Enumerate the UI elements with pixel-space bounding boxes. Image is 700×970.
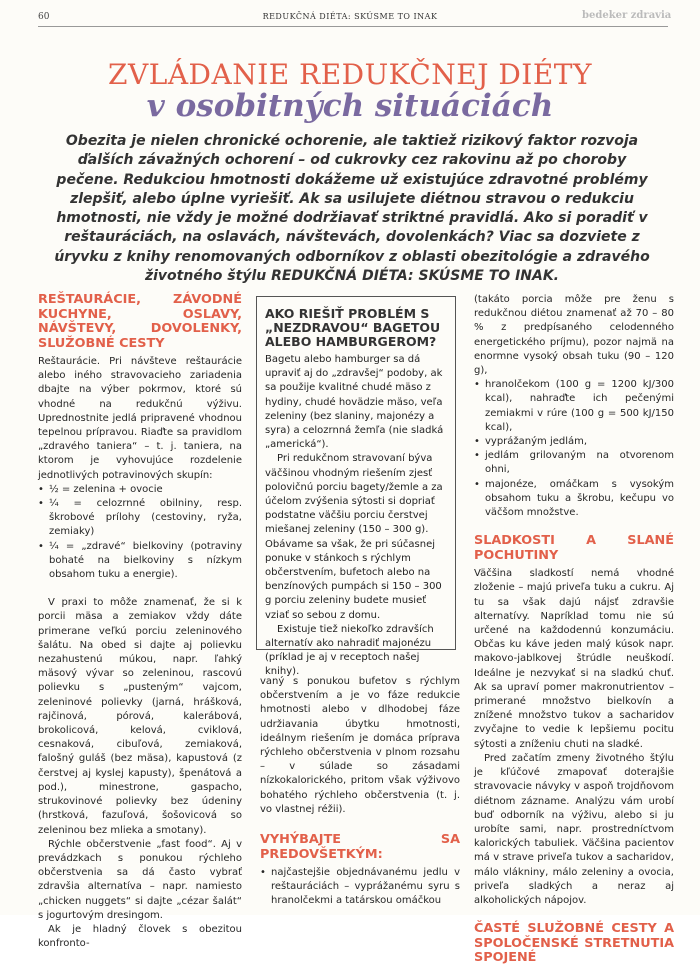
bullet-item: • ½ = zelenina + ovocie bbox=[38, 483, 242, 497]
header-rule bbox=[38, 26, 668, 27]
bullet-item: • ¼ = celozrnné obilniny, resp. škrobové prílohy (cestoviny, ryža, zemiaky) bbox=[38, 497, 242, 540]
intro-paragraph: Obezita je nielen chronické ochorenie, ale taktiež rizikový faktor rozvoja ďalších závažných ochorení – od cukrovky cez rakovinu až po choroby pečene. Redukciou hmotnosti dokážeme už existujúce zdravotné problémy zlepšiť, alebo úplne vyriešiť. Ak sa usilujete diétnou stravou o redukciu hmotnosti, nie vždy je možné dodržiavať striktné pravidlá. Ako si poradiť v reštauráciách, na oslavách, návštevách, dovolenkách? Viac sa dozviete z úryvku z knihy renomovaných odborníkov z oblasti obezitológie a zdravého životného štýlu REDUKČNÁ DIÉTA: SKÚSME TO INAK. bbox=[54, 133, 650, 285]
paragraph: Reštaurácie. Pri návšteve reštaurácie alebo iného stravovacieho zariadenia dbajte na výber pokrmov, ktoré sú vhodné na redukčnú výživu. Uprednostnite jedlá pripravené vhodnou tepelnou prípravou. Riaďte sa pravidlom „zdravého taniera“ – t. j. taniera, na ktorom je vyhovujúce rozdelenie jednotlivých potravinových skupín: bbox=[38, 356, 242, 481]
article-title: ZVLÁDANIE REDUKČNEJ DIÉTY bbox=[108, 58, 592, 91]
article-subtitle: v osobitných situáciách bbox=[146, 88, 554, 124]
column-2 bbox=[260, 675, 460, 909]
bullet-item: • najčastejšie objednávanému jedlu v reštauráciách – vyprážanému syru s hranolčekmi a tatárskou omáčkou bbox=[260, 866, 460, 909]
section-heading-sweets: SLADKOSTI A SLANÉ POCHUTINY bbox=[474, 533, 674, 563]
bullet-item: • vyprážaným jedlám, bbox=[474, 435, 674, 449]
running-title: REDUKČNÁ DIÉTA: SKÚSME TO INAK bbox=[262, 12, 438, 21]
page-number: 60 bbox=[38, 12, 50, 22]
sidebar-box bbox=[256, 296, 456, 678]
paragraph: Väčšina sladkostí nemá vhodné zloženie – majú priveľa tuku a cukru. Aj tu sa však dajú nájsť zdravšie alternatívy. Napríklad tomu nie sú určené na každodennú konzumáciu. Občas ku káve jeden malý kúsok napr. makovo-jablkovej štrúdle neuškodí. Ideálne je nezvykať si na sladkú chuť. Ak sa upraví pomer makronutrientov – primerané množstvo bielkovín a znížené množstvo tukov a sacharidov zvyčajne to vedie k lepšiemu pocitu sýtosti a zníženiu chuti na sladké. bbox=[474, 568, 674, 750]
box-paragraph: Existuje tiež niekoľko zdravších alternatív ako nahradiť majonézu (príklad je aj v receptoch našej knihy). bbox=[265, 623, 434, 678]
box-heading: AKO RIEŠIŤ PROBLÉM S „NEZDRAVOU“ BAGETOU ALEBO HAMBURGEROM? bbox=[265, 306, 441, 349]
paragraph: Pred začatím zmeny životného štýlu je kľúčové zmapovať doterajšie stravovacie návyky v aspoň trojdňovom diétnom zázname. Analýzu vám urobí buď odborník na výživu, alebo si ju urobíte sami, napr. prostredníctvom kalorických tabuliek. Väčšina pacientov má v strave priveľa tukov a sacharidov, málo vlákniny, málo zeleniny a ovocia, priveľa sladkých a neraz aj alkoholických nápojov. bbox=[474, 752, 674, 906]
section-heading-restaurants: REŠTAURÁCIE, ZÁVODNÉ KUCHYNE, OSLAVY, NÁVŠTEVY, DOVOLENKY, SLUŽOBNÉ CESTY bbox=[38, 292, 242, 351]
bullet-item: • hranolčekom (100 g = 1200 kJ/300 kcal), nahraďte ich pečenými zemiakmi v rúre (100 g = 500 kJ/150 kcal), bbox=[474, 378, 674, 435]
brand-label: bedeker zdravia bbox=[582, 10, 672, 21]
box-paragraph: Pri redukčnom stravovaní býva väčšinou vhodným riešením zjesť polovičnú porciu bagety/žemle a za účelom zvýšenia sýtosti si dopriať podstatne väčšiu porciu čerstvej miešanej zeleniny (150 – 300 g). Obávame sa však, že pri súčasnej ponuke v stánkoch s rýchlym občerstvením, bufetoch alebo na benzínových pumpách si 150 – 300 g porciu zeleniny budete musieť vziať so sebou z domu. bbox=[265, 453, 443, 621]
bullet-item: • ¼ = „zdravé“ bielkoviny (potraviny bohaté na bielkoviny s nízkym obsahom tuku a energie). bbox=[38, 540, 242, 583]
bullet-item: • jedlám grilovaným na otvorenom ohni, bbox=[474, 449, 674, 477]
column-1 bbox=[38, 293, 242, 951]
section-heading-business-trips: ČASTÉ SLUŽOBNÉ CESTY A SPOLOČENSKÉ STRETNUTIA SPOJENÉ bbox=[474, 921, 674, 966]
paragraph: vaný s ponukou bufetov s rýchlym občerstvením a je vo fáze redukcie hmotnosti alebo v dlhodobej fáze udržiavania úbytku hmotnosti, ideálnym riešením je domáca príprava rýchleho občerstvenia v plnom rozsahu – v súlade so zásadami nízkokalorického, pritom však výživovo bohatého rýchleho občerstvenia (t. j. vo vlastnej réžii). bbox=[260, 676, 460, 815]
paragraph: V praxi to môže znamenať, že si k porcii mäsa a zemiakov vždy dáte primerane veľkú porciu zeleninového šalátu. Na obed si dajte aj polievku nezahustenú múkou, napr. ľahký mäsový vývar so zeleninou, rascovú polievku s „pusteným“ vajcom, zeleninové polievky (jarná, hrášková, rajčinová, pórová, kalerábová, brokolicová, kelová, cviklová, cesnaková, cibuľová, zemiaková, falošný guláš (bez mäsa), kapustová (z čerstvej aj kyslej kapusty), špenátová a pod.), minestrone, gaspacho, strukovinové polievky bez údeniny (hrstková, fazuľová, šošovicová so zeleninou bez mlieka a smotany). bbox=[38, 597, 242, 836]
paragraph: (takáto porcia môže pre ženu s redukčnou diétou znamenať až 70 – 80 % z predpísaného celodenného energetického príjmu), pozor najmä na enormne vysoký obsah tuku (90 – 120 g), bbox=[474, 294, 674, 377]
bullet-item: • majonéze, omáčkam s vysokým obsahom tuku a škrobu, kečupu vo väčšom množstve. bbox=[474, 478, 674, 521]
box-paragraph: Bagetu alebo hamburger sa dá upraviť aj do „zdravšej“ podoby, ak sa použije kvalitné chudé mäso z hydiny, chudé hovädzie mäso, veľa zeleniny (bez slaniny, majonézy a syra) a celozrnná žemľa (nie sladká „americká“). bbox=[265, 354, 444, 451]
section-heading-avoid: VYHÝBAJTE SA PREDOVŠETKÝM: bbox=[260, 832, 460, 862]
column-3 bbox=[474, 293, 674, 970]
paragraph: Rýchle občerstvenie „fast food“. Aj v prevádzkach s ponukou rýchleho občerstvenia sa dá často vybrať zdravšia alternatíva – napr. namiesto „chicken nuggets“ si dajte „cézar šalát“ s jogurtovým dresingom. bbox=[38, 838, 242, 921]
paragraph: Ak je hladný človek s obezitou konfronto- bbox=[38, 923, 242, 950]
